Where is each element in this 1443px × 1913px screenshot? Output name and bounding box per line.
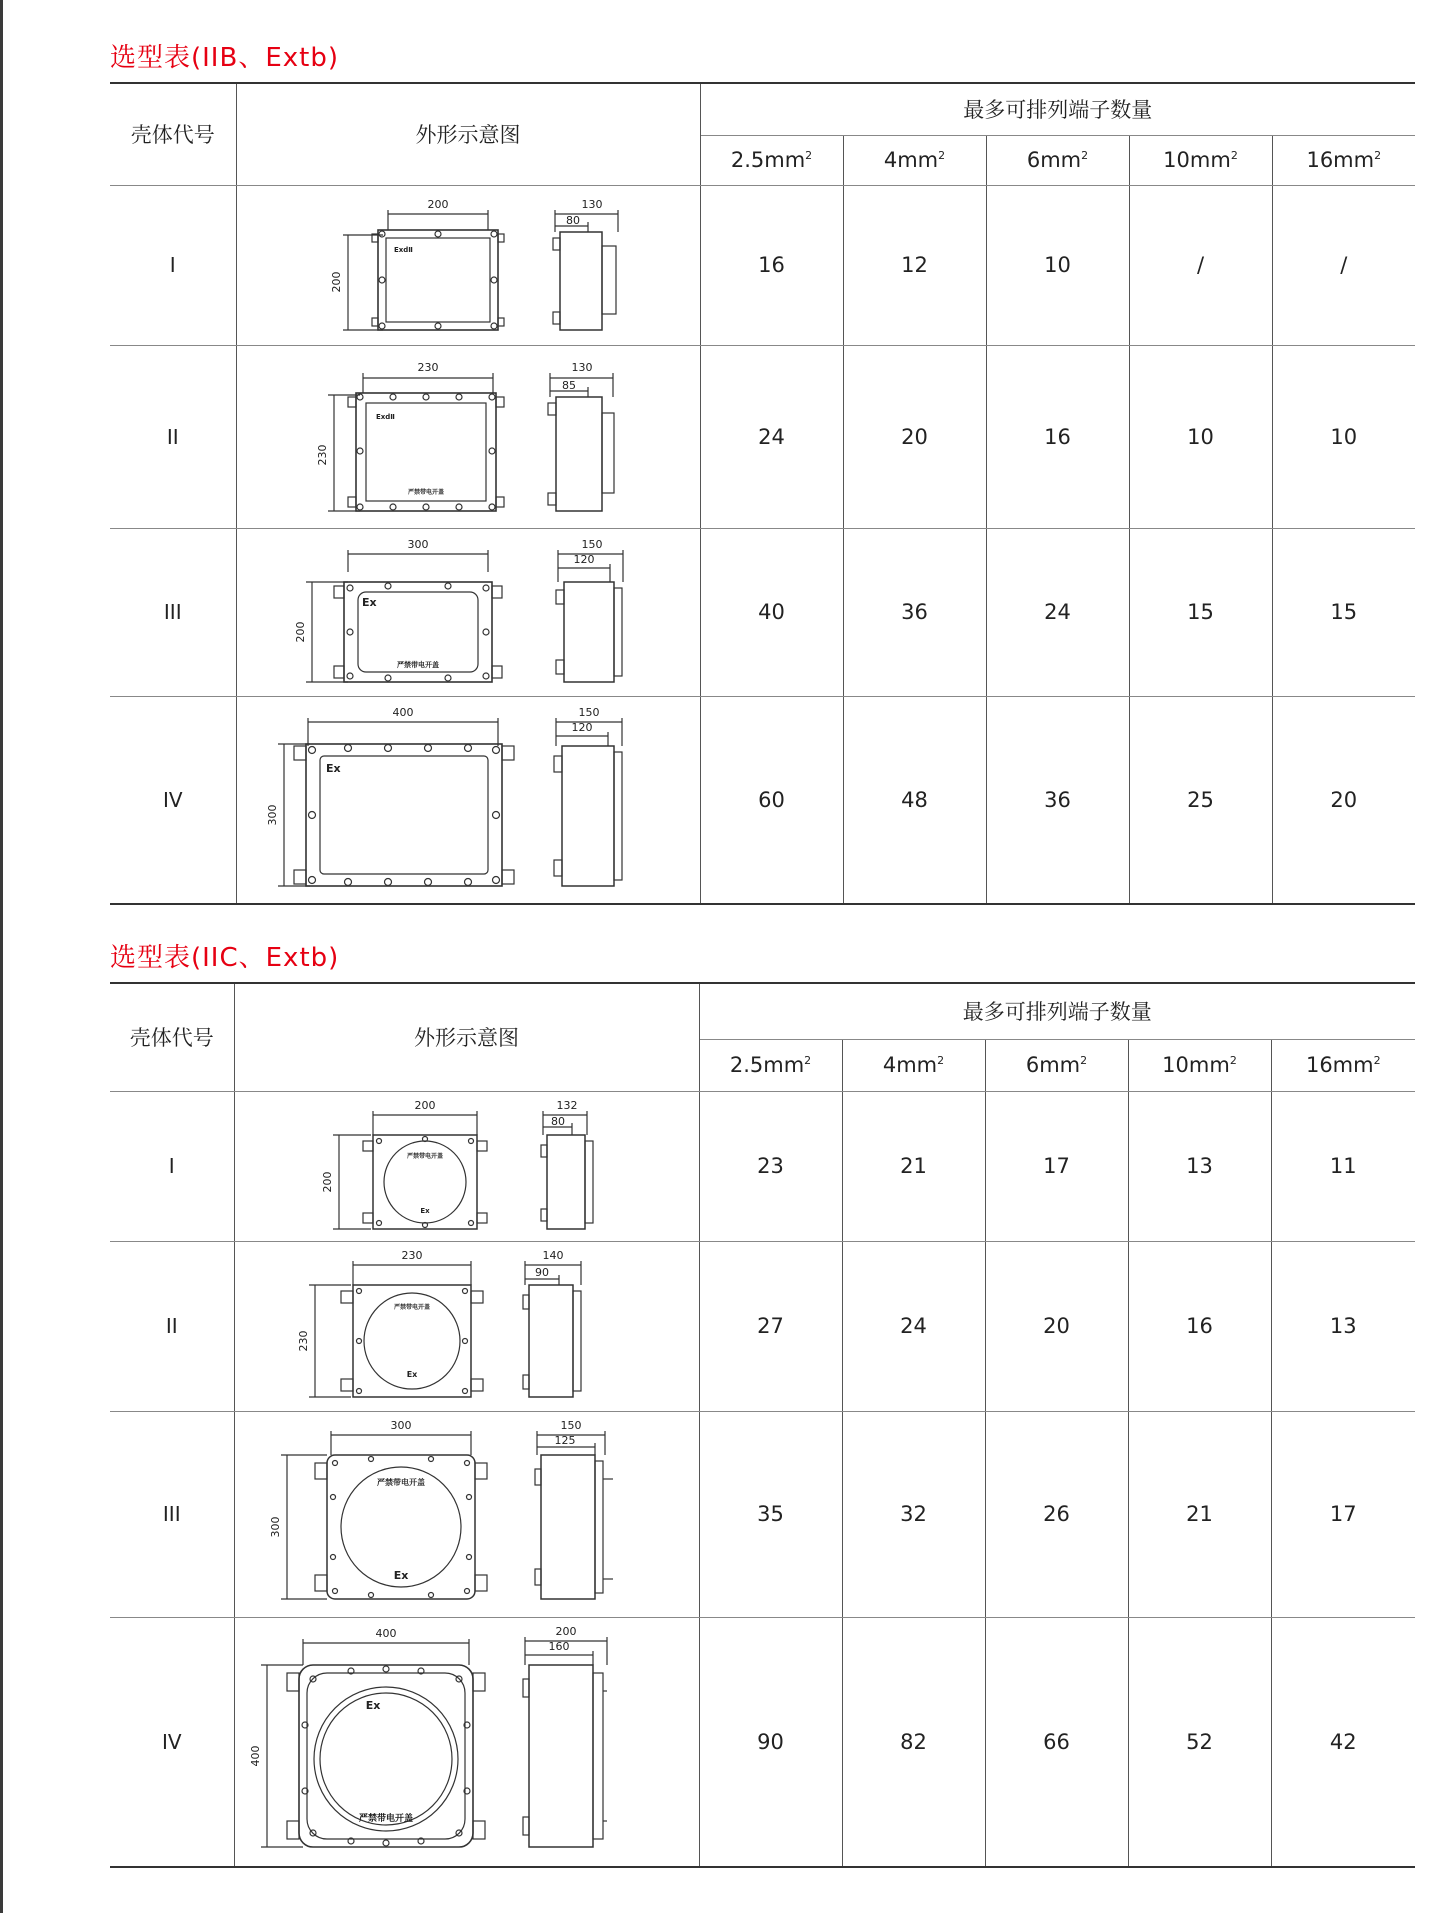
dim-height: 230 xyxy=(316,444,329,465)
terminal-count-cell: 11 xyxy=(1271,1091,1415,1241)
header-size: $2.5mm^2$ xyxy=(699,1039,842,1091)
selection-table-section-iib xyxy=(110,40,1415,905)
terminal-count-cell: 13 xyxy=(1128,1091,1271,1241)
section-title: 选型表(IIC、Extb) xyxy=(110,943,340,973)
outline-drawing xyxy=(236,185,700,345)
dim-width: 400 xyxy=(392,705,414,719)
dim-height: 300 xyxy=(266,804,279,826)
terminal-count-cell: 10 xyxy=(986,185,1129,345)
enclosure-drawing xyxy=(248,190,688,340)
terminal-count-cell: 27 xyxy=(699,1241,842,1411)
terminal-count-cell: 36 xyxy=(986,696,1129,904)
header-figure: 外形示意图 xyxy=(234,983,699,1091)
terminal-count-cell: 17 xyxy=(1271,1411,1415,1617)
outline-drawing xyxy=(236,345,700,528)
terminal-count-cell: 24 xyxy=(986,528,1129,696)
dim-height: 300 xyxy=(268,1516,282,1538)
enclosure-warning: 严禁带电开盖 xyxy=(406,1153,443,1160)
enclosure-code: IV xyxy=(110,696,236,904)
terminal-count-cell: 90 xyxy=(699,1617,842,1867)
dim-depth: 150 xyxy=(560,1419,581,1432)
terminal-count-cell: 25 xyxy=(1129,696,1272,904)
terminal-count-cell: 35 xyxy=(699,1411,842,1617)
dim-depth: 132 xyxy=(556,1099,577,1112)
dim-width: 230 xyxy=(417,360,439,374)
terminal-count-cell: 10 xyxy=(1272,345,1415,528)
selection-table-section-iic xyxy=(110,940,1415,1868)
header-size: $16mm^2$ xyxy=(1271,1039,1415,1091)
selection-table xyxy=(110,982,1415,1868)
header-terminal-count: 最多可排列端子数量 xyxy=(699,983,1415,1039)
header-size: $16mm^2$ xyxy=(1272,135,1415,185)
dim-width: 200 xyxy=(414,1099,435,1112)
header-row xyxy=(110,83,1415,135)
terminal-count-cell: 24 xyxy=(842,1241,985,1411)
dim-depth: 130 xyxy=(571,360,593,374)
terminal-count-cell: 20 xyxy=(1272,696,1415,904)
enclosure-drawing xyxy=(247,1245,687,1407)
enclosure-warning: 严禁带电开盖 xyxy=(358,1813,413,1824)
page-left-edge xyxy=(0,0,3,1913)
dim-width: 200 xyxy=(427,198,449,211)
header-figure: 外形示意图 xyxy=(236,83,700,185)
enclosure-mark: Ex xyxy=(393,1569,408,1582)
enclosure-code: III xyxy=(110,528,236,696)
terminal-count-cell: 48 xyxy=(843,696,986,904)
dim-depth-inner: 80 xyxy=(550,1115,565,1128)
header-row xyxy=(110,983,1415,1039)
enclosure-drawing xyxy=(248,700,688,900)
outline-drawing xyxy=(236,528,700,696)
header-size: $6mm^2$ xyxy=(986,135,1129,185)
enclosure-warning: 严禁带电开盖 xyxy=(376,1478,425,1487)
terminal-count-cell: 26 xyxy=(985,1411,1128,1617)
dim-depth: 150 xyxy=(581,538,603,551)
terminal-count-cell: 16 xyxy=(1128,1241,1271,1411)
terminal-count-cell: 21 xyxy=(842,1091,985,1241)
terminal-count-cell: 20 xyxy=(985,1241,1128,1411)
table-row xyxy=(110,528,1415,696)
table-row xyxy=(110,696,1415,904)
enclosure-code: II xyxy=(110,1241,234,1411)
header-size: $4mm^2$ xyxy=(842,1039,985,1091)
enclosure-drawing xyxy=(247,1415,687,1613)
enclosure-drawing xyxy=(247,1621,687,1863)
outline-drawing xyxy=(236,696,700,904)
outline-drawing xyxy=(234,1241,699,1411)
terminal-count-cell: 52 xyxy=(1128,1617,1271,1867)
header-size: $10mm^2$ xyxy=(1129,135,1272,185)
selection-table xyxy=(110,82,1415,905)
dim-depth-inner: 80 xyxy=(566,214,580,227)
terminal-count-cell: 42 xyxy=(1271,1617,1415,1867)
dim-width: 300 xyxy=(407,538,429,551)
enclosure-mark: ExdⅡ xyxy=(394,246,413,254)
dim-depth: 130 xyxy=(581,198,603,211)
dim-height: 200 xyxy=(294,621,307,643)
dim-depth-inner: 160 xyxy=(548,1639,569,1653)
enclosure-warning: 严禁带电开盖 xyxy=(393,1304,430,1311)
header-code: 壳体代号 xyxy=(110,83,236,185)
dim-depth: 150 xyxy=(578,705,600,719)
terminal-count-cell: 16 xyxy=(700,185,843,345)
table-row xyxy=(110,1091,1415,1241)
terminal-count-cell: / xyxy=(1129,185,1272,345)
terminal-count-cell: 10 xyxy=(1129,345,1272,528)
outline-drawing xyxy=(234,1411,699,1617)
dim-depth-inner: 120 xyxy=(571,720,593,734)
enclosure-mark: Ex xyxy=(326,761,341,775)
enclosure-drawing xyxy=(248,532,688,692)
terminal-count-cell: 60 xyxy=(700,696,843,904)
enclosure-drawing xyxy=(248,351,688,523)
terminal-count-cell: 16 xyxy=(986,345,1129,528)
enclosure-mark: Ex xyxy=(365,1698,380,1712)
header-terminal-count: 最多可排列端子数量 xyxy=(700,83,1415,135)
enclosure-warning: 严禁带电开盖 xyxy=(397,661,439,669)
table-row xyxy=(110,1617,1415,1867)
table-row xyxy=(110,1411,1415,1617)
enclosure-mark: Ex xyxy=(362,596,377,609)
enclosure-code: III xyxy=(110,1411,234,1617)
header-size: $6mm^2$ xyxy=(985,1039,1128,1091)
terminal-count-cell: 66 xyxy=(985,1617,1128,1867)
terminal-count-cell: 15 xyxy=(1272,528,1415,696)
dim-depth-inner: 90 xyxy=(534,1266,549,1279)
terminal-count-cell: 40 xyxy=(700,528,843,696)
dim-depth-inner: 125 xyxy=(554,1434,575,1447)
dim-width: 300 xyxy=(390,1419,411,1432)
enclosure-drawing xyxy=(247,1095,687,1237)
terminal-count-cell: 32 xyxy=(842,1411,985,1617)
terminal-count-cell: 20 xyxy=(843,345,986,528)
outline-drawing xyxy=(234,1091,699,1241)
dim-height: 200 xyxy=(320,1171,334,1193)
terminal-count-cell: 21 xyxy=(1128,1411,1271,1617)
enclosure-mark: Ex xyxy=(406,1370,417,1379)
outline-drawing xyxy=(234,1617,699,1867)
dim-height: 400 xyxy=(248,1745,262,1767)
terminal-count-cell: 36 xyxy=(843,528,986,696)
dim-width: 230 xyxy=(401,1249,422,1262)
terminal-count-cell: 15 xyxy=(1129,528,1272,696)
terminal-count-cell: 24 xyxy=(700,345,843,528)
dim-depth-inner: 120 xyxy=(573,553,595,566)
dim-height: 200 xyxy=(330,271,343,293)
enclosure-warning: 严禁带电开盖 xyxy=(407,488,445,496)
dim-depth-inner: 85 xyxy=(562,378,576,392)
header-size: $4mm^2$ xyxy=(843,135,986,185)
enclosure-code: I xyxy=(110,185,236,345)
terminal-count-cell: 23 xyxy=(699,1091,842,1241)
header-size: $10mm^2$ xyxy=(1128,1039,1271,1091)
table-row xyxy=(110,345,1415,528)
section-title: 选型表(IIB、Extb) xyxy=(110,43,339,73)
dim-width: 400 xyxy=(375,1626,396,1640)
terminal-count-cell: 13 xyxy=(1271,1241,1415,1411)
enclosure-code: IV xyxy=(110,1617,234,1867)
terminal-count-cell: 12 xyxy=(843,185,986,345)
dim-depth: 140 xyxy=(542,1249,563,1262)
enclosure-mark: Ex xyxy=(419,1207,430,1215)
terminal-count-cell: 17 xyxy=(985,1091,1128,1241)
dim-height: 230 xyxy=(296,1330,310,1352)
table-row xyxy=(110,185,1415,345)
table-row xyxy=(110,1241,1415,1411)
enclosure-code: I xyxy=(110,1091,234,1241)
dim-depth: 200 xyxy=(555,1624,576,1638)
header-code: 壳体代号 xyxy=(110,983,234,1091)
enclosure-mark: ExdⅡ xyxy=(376,412,395,421)
terminal-count-cell: / xyxy=(1272,185,1415,345)
header-size: $2.5mm^2$ xyxy=(700,135,843,185)
terminal-count-cell: 82 xyxy=(842,1617,985,1867)
enclosure-code: II xyxy=(110,345,236,528)
